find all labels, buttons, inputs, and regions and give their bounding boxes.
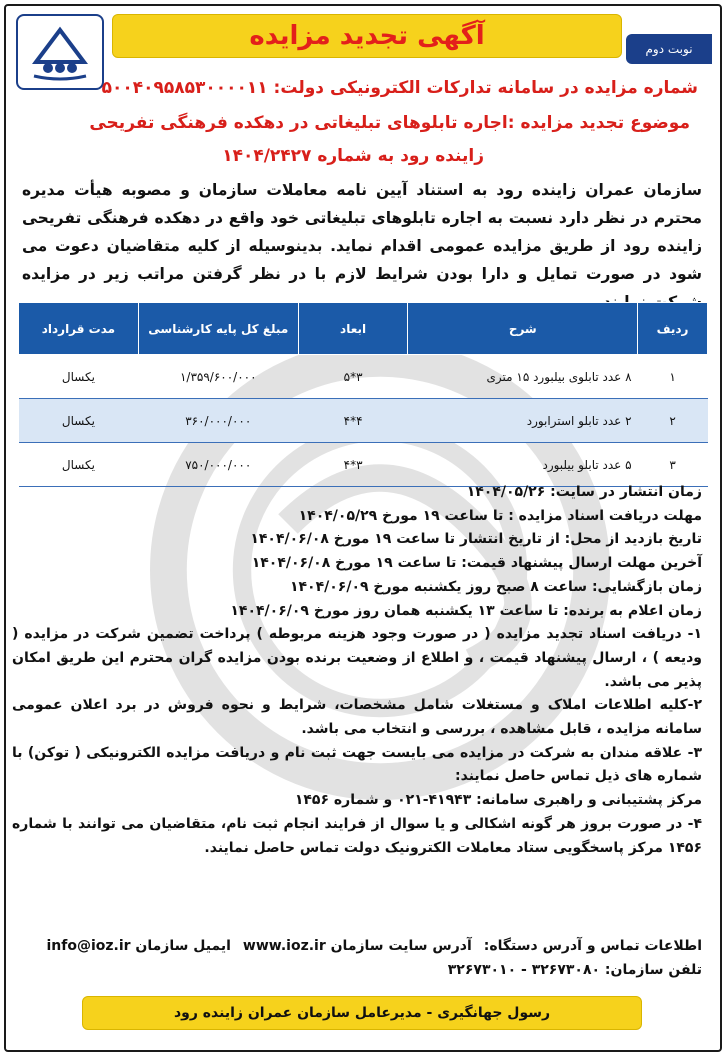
- cell-description: ۲ عدد تابلو استرابورد: [408, 399, 638, 443]
- cell-dimensions: ۳*۴: [298, 443, 408, 487]
- cell-base-price: ۳۶۰/۰۰۰/۰۰۰: [138, 399, 298, 443]
- contact-info: [12, 934, 702, 982]
- cell-dimensions: ۴*۴: [298, 399, 408, 443]
- auction-subject-line-2: زاینده رود به شماره ۱۴۰۴/۲۴۲۷: [222, 146, 484, 166]
- page-title: آگهی تجدید مزایده: [249, 21, 485, 51]
- phone-numbers: تلفن سازمان: ۳۲۶۷۳۰۸۰ - ۳۲۶۷۳۰۱۰: [447, 962, 702, 978]
- header-row-number: ردیف: [638, 303, 708, 355]
- schedule-site-visit: تاریخ بازدید از محل: از تاریخ انتشار تا ساعت ۱۹ مورخ ۱۴۰۴/۰۶/۰۸: [250, 531, 702, 548]
- note-1: ۱- دریافت اسناد تجدید مزایده ( در صورت وجود هزینه مربوطه ) پرداخت تضمین شرکت در مزایده ( ودیعه ) ، ارسال پیشنهاد قیمت ، و اطلاع از وضعیت برنده بودن مزایده گران محترم این طریق امکان پذیر می باشد.: [12, 626, 702, 690]
- schedule-publish: زمان انتشار در سایت: ۱۴۰۴/۰۵/۲۶: [466, 484, 702, 500]
- cell-base-price: ۱/۳۵۹/۶۰۰/۰۰۰: [138, 355, 298, 399]
- header-dimensions: ابعاد: [298, 303, 408, 355]
- note-4: ۴- در صورت بروز هر گونه اشکالی و یا سوال از فرایند انجام ثبت نام، متقاضیان می توانند با شماره ۱۴۵۶ مرکز پاسخگویی ستاد معاملات الکترونیک دولت تماس حاصل نمایند.: [12, 815, 702, 856]
- cell-contract-term: یکسال: [19, 355, 139, 399]
- cell-row-number: ۲: [638, 399, 708, 443]
- schedule-opening: زمان بازگشایی: ساعت ۸ صبح روز یکشنبه مورخ ۱۴۰۴/۰۶/۰۹: [289, 578, 702, 595]
- intro-paragraph: سازمان عمران زاینده رود به استناد آیین نامه معاملات سازمان و مصوبه هیأت مدیره محترم در نظر دارد نسبت به اجاره تابلوهای تبلیغاتی خود واقع در دهکده فرهنگی تفریحی زاینده رود از طریق مزایده عمومی اقدام نماید. بدینوسیله از کلیه متقاضیان دعوت می شود در صورت تمایل و دارا بودن شرایط لازم با در نظر گرفتن مراتب زیر در مزایده: [22, 181, 702, 283]
- table-header-row: [19, 303, 708, 355]
- website-link[interactable]: آدرس سایت سازمان www.ioz.ir: [242, 938, 472, 954]
- cell-contract-term: یکسال: [19, 399, 139, 443]
- header-description: شرح: [408, 303, 638, 355]
- cell-dimensions: ۳*۵: [298, 355, 408, 399]
- schedule-winner-announcement: زمان اعلام به برنده: تا ساعت ۱۳ یکشنبه همان روز مورخ ۱۴۰۴/۰۶/۰۹: [230, 602, 702, 619]
- email-link[interactable]: ایمیل سازمان info@ioz.ir: [46, 938, 231, 954]
- items-table: [18, 302, 708, 487]
- title-banner: [112, 14, 622, 58]
- table-row: [19, 443, 708, 487]
- header-base-price: مبلغ کل پایه کارشناسی: [138, 303, 298, 355]
- auction-number-line: شماره مزایده در سامانه تدارکات الکترونیکی دولت: ۵۰۰۴۰۹۵۸۵۳۰۰۰۰۱۱: [101, 78, 698, 98]
- support-center: مرکز پشتیبانی و راهبری سامانه: ۴۱۹۴۳-۰۲۱ و شماره ۱۴۵۶: [294, 792, 702, 809]
- cell-base-price: ۷۵۰/۰۰۰/۰۰۰: [138, 443, 298, 487]
- table-row: [19, 355, 708, 399]
- schedule-documents-deadline: مهلت دریافت اسناد مزایده : تا ساعت ۱۹ مورخ ۱۴۰۴/۰۵/۲۹: [298, 507, 702, 524]
- cell-contract-term: یکسال: [19, 443, 139, 487]
- cell-row-number: ۳: [638, 443, 708, 487]
- cell-description: ۸ عدد تابلوی بیلبورد ۱۵ متری: [408, 355, 638, 399]
- signature-banner: [82, 996, 642, 1030]
- note-2: ۲-کلیه اطلاعات املاک و مستغلات شامل مشخصات، شرایط و نحوه فروش در برد اعلان عمومی سامانه مزایده ، قابل مشاهده ، بررسی و انتخاب می باشد.: [12, 697, 702, 738]
- signatory: رسول جهانگیری - مدیرعامل سازمان عمران زاینده رود: [173, 1005, 551, 1021]
- organization-logo: [16, 14, 104, 90]
- header-contract-term: مدت قرارداد: [19, 303, 139, 355]
- cell-description: ۵ عدد تابلو بیلبورد: [408, 443, 638, 487]
- cell-row-number: ۱: [638, 355, 708, 399]
- schedule-offer-deadline: آخرین مهلت ارسال پیشنهاد قیمت: تا ساعت ۱۹ مورخ ۱۴۰۴/۰۶/۰۸: [251, 555, 702, 572]
- auction-subject-line: موضوع تجدید مزایده :اجاره تابلوهای تبلیغاتی در دهکده فرهنگی تفریحی: [89, 113, 690, 133]
- contact-label: اطلاعات تماس و آدرس دستگاه:: [483, 938, 702, 954]
- table-row: [19, 399, 708, 443]
- auction-details: [12, 481, 702, 860]
- note-3: ۳- علاقه مندان به شرکت در مزایده می بایست جهت ثبت نام و دریافت مزایده الکترونیکی ( توکن) با شماره های ذیل تماس حاصل نمایند:: [12, 744, 702, 785]
- round-badge: نوبت دوم: [626, 34, 712, 64]
